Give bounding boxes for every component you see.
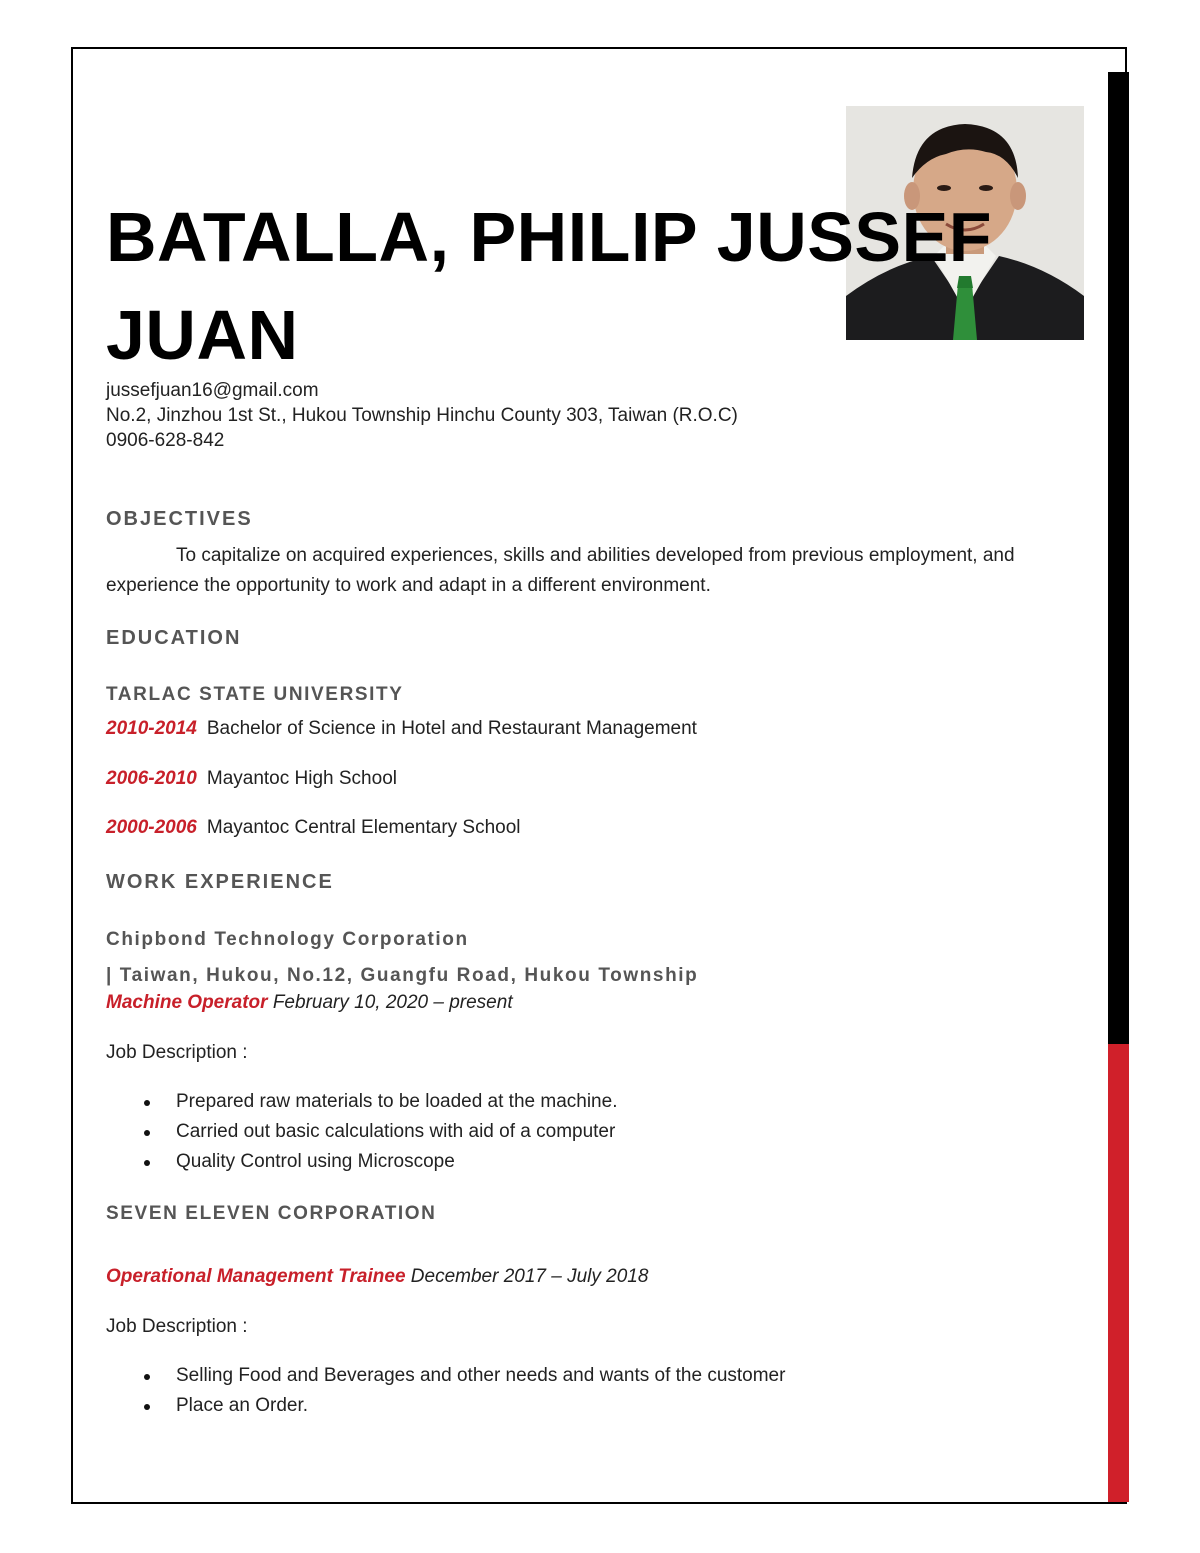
job-dates: December 2017 – July 2018: [410, 1266, 649, 1287]
job-title-line: [106, 1266, 648, 1288]
contact-block: [106, 378, 738, 453]
education-heading: EDUCATION: [106, 627, 242, 649]
company-name: SEVEN ELEVEN CORPORATION: [106, 1203, 437, 1224]
objectives-body: [106, 541, 1096, 601]
job-duties-list: [106, 1087, 617, 1177]
bullet-icon: [144, 1130, 150, 1136]
education-years: 2006-2010: [106, 768, 197, 789]
email-text: jussefjuan16@gmail.com: [106, 380, 319, 401]
education-entry: [106, 718, 697, 740]
sidebar-bar-black: [1108, 72, 1129, 1044]
education-years: 2010-2014: [106, 718, 197, 739]
bullet-icon: [144, 1374, 150, 1380]
candidate-name: [106, 188, 1096, 384]
job-role: Operational Management Trainee: [106, 1266, 406, 1287]
job-dates: February 10, 2020 – present: [272, 992, 513, 1013]
list-item: Selling Food and Beverages and other needs and wants of the customer: [106, 1361, 785, 1391]
company-location: | Taiwan, Hukou, No.12, Guangfu Road, Hukou Township: [106, 965, 699, 986]
education-years: 2000-2006: [106, 817, 197, 838]
bullet-icon: [144, 1404, 150, 1410]
bullet-icon: [144, 1100, 150, 1106]
name-line-2: JUAN: [106, 296, 299, 374]
work-heading: WORK EXPERIENCE: [106, 871, 334, 893]
list-item: Prepared raw materials to be loaded at the machine.: [106, 1087, 617, 1117]
list-item: Quality Control using Microscope: [106, 1147, 617, 1177]
name-line-1: BATALLA, PHILIP JUSSEF: [106, 198, 993, 276]
job-title-line: [106, 992, 513, 1014]
sidebar-bar-red: [1108, 1044, 1129, 1502]
education-desc: Mayantoc High School: [206, 768, 397, 789]
job-description-label: Job Description :: [106, 1316, 248, 1337]
education-entry: [106, 768, 397, 790]
job-description-label: Job Description :: [106, 1042, 248, 1063]
phone-text: 0906-628-842: [106, 430, 225, 451]
education-entry: [106, 817, 521, 839]
school-name: TARLAC STATE UNIVERSITY: [106, 684, 404, 705]
objectives-text: To capitalize on acquired experiences, skills and abilities developed from previous employment, and experience the opportunity to work and adapt in a different environment.: [106, 545, 1015, 596]
list-item: Place an Order.: [106, 1391, 785, 1421]
job-duties-list: [106, 1361, 785, 1421]
company-name: Chipbond Technology Corporation: [106, 929, 469, 950]
job-role: Machine Operator: [106, 992, 268, 1013]
objectives-heading: OBJECTIVES: [106, 508, 253, 530]
education-desc: Bachelor of Science in Hotel and Restaurant Management: [206, 718, 697, 739]
education-desc: Mayantoc Central Elementary School: [206, 817, 521, 838]
bullet-icon: [144, 1160, 150, 1166]
address-text: No.2, Jinzhou 1st St., Hukou Township Hinchu County 303, Taiwan (R.O.C): [106, 405, 738, 426]
list-item: Carried out basic calculations with aid of a computer: [106, 1117, 617, 1147]
